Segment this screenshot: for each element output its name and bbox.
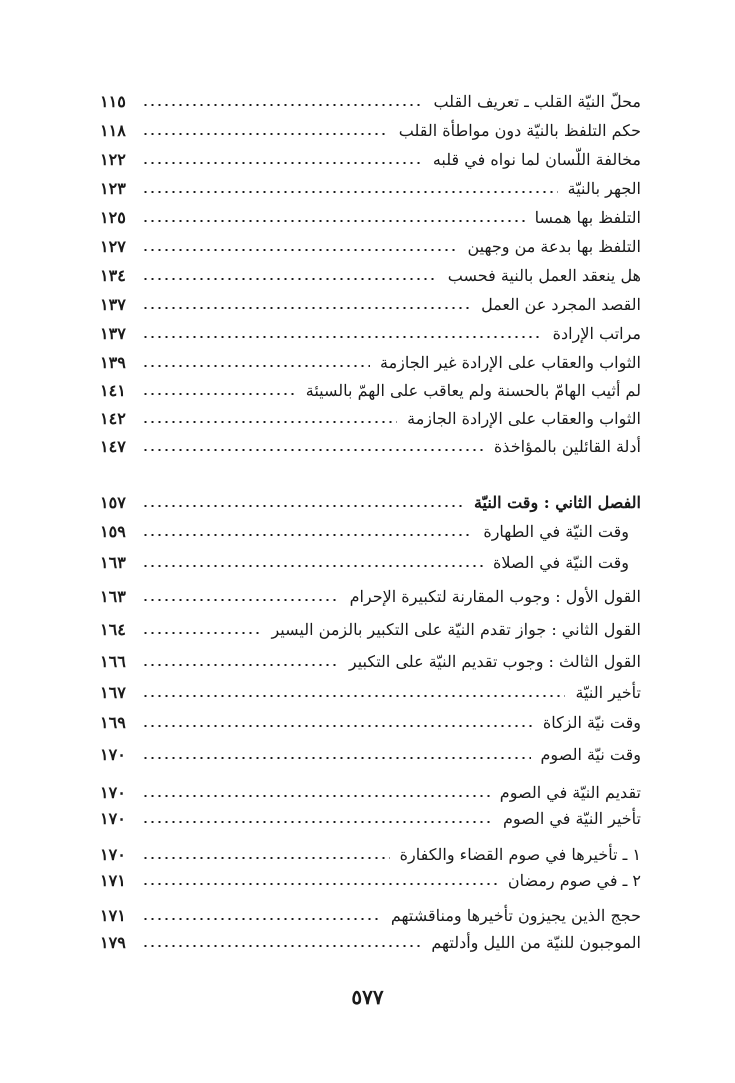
toc-entry-title: القول الأول : وجوب المقارنة لتكبيرة الإحرام [349, 587, 641, 606]
leader-dots [142, 220, 525, 222]
toc-entry [100, 406, 641, 432]
toc-page-number: ١٤٧ [100, 437, 126, 456]
leader-dots [142, 599, 340, 601]
toc-entry-title: وقت النيّة في الطهارة [483, 522, 629, 541]
toc-page-number: ١٣٧ [100, 324, 126, 343]
toc-entry [100, 584, 641, 610]
toc-page-number: ١٧٠ [100, 745, 126, 764]
toc-page-number: ١٦٩ [100, 713, 126, 732]
leader-dots [142, 695, 565, 697]
leader-dots [142, 449, 484, 451]
toc-entry-title: حكم التلفظ بالنيّة دون مواطأة القلب [398, 121, 641, 140]
toc-entry [100, 617, 641, 643]
toc-entry [100, 680, 641, 706]
leader-dots [142, 757, 531, 759]
toc-entry-title: التلفظ بها همسا [534, 208, 641, 227]
chapter-heading-entry [100, 490, 641, 516]
toc-page-number: ١٦٦ [100, 652, 126, 671]
toc-entry-title: الجهر بالنيّة [567, 179, 641, 198]
toc-entry-title: القصد المجرد عن العمل [481, 295, 641, 314]
toc-entry [100, 550, 641, 576]
toc-page-number: ١١٨ [100, 121, 126, 140]
toc-entry [100, 868, 641, 894]
toc-entry [100, 234, 641, 260]
toc-entry-title: الثواب والعقاب على الإرادة الجازمة [407, 409, 641, 428]
toc-entry [100, 378, 641, 404]
leader-dots [142, 336, 543, 338]
leader-dots [142, 664, 339, 666]
toc-entry [100, 742, 641, 768]
leader-dots [142, 278, 438, 280]
toc-page-number: ١٤٢ [100, 409, 126, 428]
toc-entry [100, 292, 641, 318]
leader-dots [142, 104, 423, 106]
toc-entry-title: القول الثالث : وجوب تقديم النيّة على التكبير [348, 652, 641, 671]
toc-page-number: ١٧٩ [100, 933, 126, 952]
leader-dots [142, 632, 261, 634]
toc-entry [100, 263, 641, 289]
toc-page-number: ١٤١ [100, 381, 126, 400]
leader-dots [142, 421, 397, 423]
toc-entry-title: أدلة القائلين بالمؤاخذة [493, 437, 641, 456]
toc-page-number: ١٢٧ [100, 237, 126, 256]
toc-entry [100, 434, 641, 460]
toc-entry [100, 806, 641, 832]
toc-page-number: ١٢٣ [100, 179, 126, 198]
leader-dots [142, 307, 471, 309]
toc-entry-title: الثواب والعقاب على الإرادة غير الجازمة [380, 353, 641, 372]
leader-dots [142, 393, 296, 395]
toc-page-number: ١٦٧ [100, 683, 126, 702]
toc-entry [100, 649, 641, 675]
toc-page-number: ١١٥ [100, 92, 126, 111]
toc-page-number: ١٢٥ [100, 208, 126, 227]
leader-dots [142, 133, 389, 135]
toc-entry [100, 903, 641, 929]
toc-page-number: ١٧١ [100, 906, 126, 925]
toc-entry-title: حجج الذين يجيزون تأخيرها ومناقشتهم [390, 906, 641, 925]
toc-entry [100, 176, 641, 202]
toc-page-number: ١٧٠ [100, 809, 126, 828]
toc-entry-title: الموجبون للنيّة من الليل وأدلتهم [431, 933, 641, 952]
page-number-footer: ٥٧٧ [351, 985, 384, 1009]
leader-dots [142, 857, 390, 859]
toc-entry-title: هل ينعقد العمل بالنية فحسب [447, 266, 641, 285]
leader-dots [142, 365, 370, 367]
toc-entry-title: مراتب الإرادة [552, 324, 641, 343]
toc-entry [100, 710, 641, 736]
toc-page-number: ١٦٣ [100, 587, 126, 606]
toc-entry-title: ١ ـ تأخيرها في صوم القضاء والكفارة [399, 845, 641, 864]
toc-entry-title: التلفظ بها بدعة من وجهين [467, 237, 641, 256]
toc-entry-title: تقديم النيّة في الصوم [499, 783, 641, 802]
toc-page-number: ١٥٧ [100, 493, 126, 512]
toc-entry [100, 350, 641, 376]
toc-page-number: ١٧٠ [100, 783, 126, 802]
leader-dots [142, 821, 493, 823]
toc-page-number: ١٧١ [100, 871, 126, 890]
toc-entry-title: القول الثاني : جواز تقدم النيّة على التكبير بالزمن اليسير [271, 620, 641, 639]
toc-entry-title: محلّ النيّة القلب ـ تعريف القلب [433, 92, 641, 111]
toc-page-number: ١٦٣ [100, 553, 126, 572]
leader-dots [142, 565, 483, 567]
toc-page-number: ١٦٤ [100, 620, 126, 639]
toc-entry-title: تأخير النيّة [575, 683, 641, 702]
toc-entry-title: وقت نيّة الصوم [540, 745, 641, 764]
toc-entry [100, 118, 641, 144]
leader-dots [142, 945, 421, 947]
toc-entry-title: وقت النيّة في الصلاة [492, 553, 629, 572]
leader-dots [142, 505, 464, 507]
toc-entry-title: الفصل الثاني : وقت النيّة [473, 493, 641, 512]
leader-dots [142, 249, 458, 251]
leader-dots [142, 918, 381, 920]
leader-dots [142, 162, 423, 164]
toc-page-number: ١٢٢ [100, 150, 126, 169]
leader-dots [142, 795, 490, 797]
toc-entry [100, 205, 641, 231]
toc-entry-title: ٢ ـ في صوم رمضان [507, 871, 641, 890]
toc-page-number: ١٥٩ [100, 522, 126, 541]
toc-entry [100, 780, 641, 806]
leader-dots [142, 191, 558, 193]
toc-page-number: ١٣٩ [100, 353, 126, 372]
toc-entry-title: مخالفة اللّسان لما نواه في قلبه [432, 150, 641, 169]
toc-entry [100, 519, 641, 545]
toc-page-number: ١٧٠ [100, 845, 126, 864]
toc-page-number: ١٣٧ [100, 295, 126, 314]
toc-entry-title: تأخير النيّة في الصوم [502, 809, 641, 828]
leader-dots [142, 534, 473, 536]
toc-entry [100, 321, 641, 347]
toc-entry-title: لم أثيب الهامّ بالحسنة ولم يعاقب على الهمّ بالسيئة [305, 381, 641, 400]
toc-entry [100, 842, 641, 868]
leader-dots [142, 883, 498, 885]
toc-page-number: ١٣٤ [100, 266, 126, 285]
toc-entry [100, 89, 641, 115]
toc-entry-title: وقت نيّة الزكاة [542, 713, 641, 732]
toc-entry [100, 147, 641, 173]
toc-entry [100, 930, 641, 956]
leader-dots [142, 725, 533, 727]
